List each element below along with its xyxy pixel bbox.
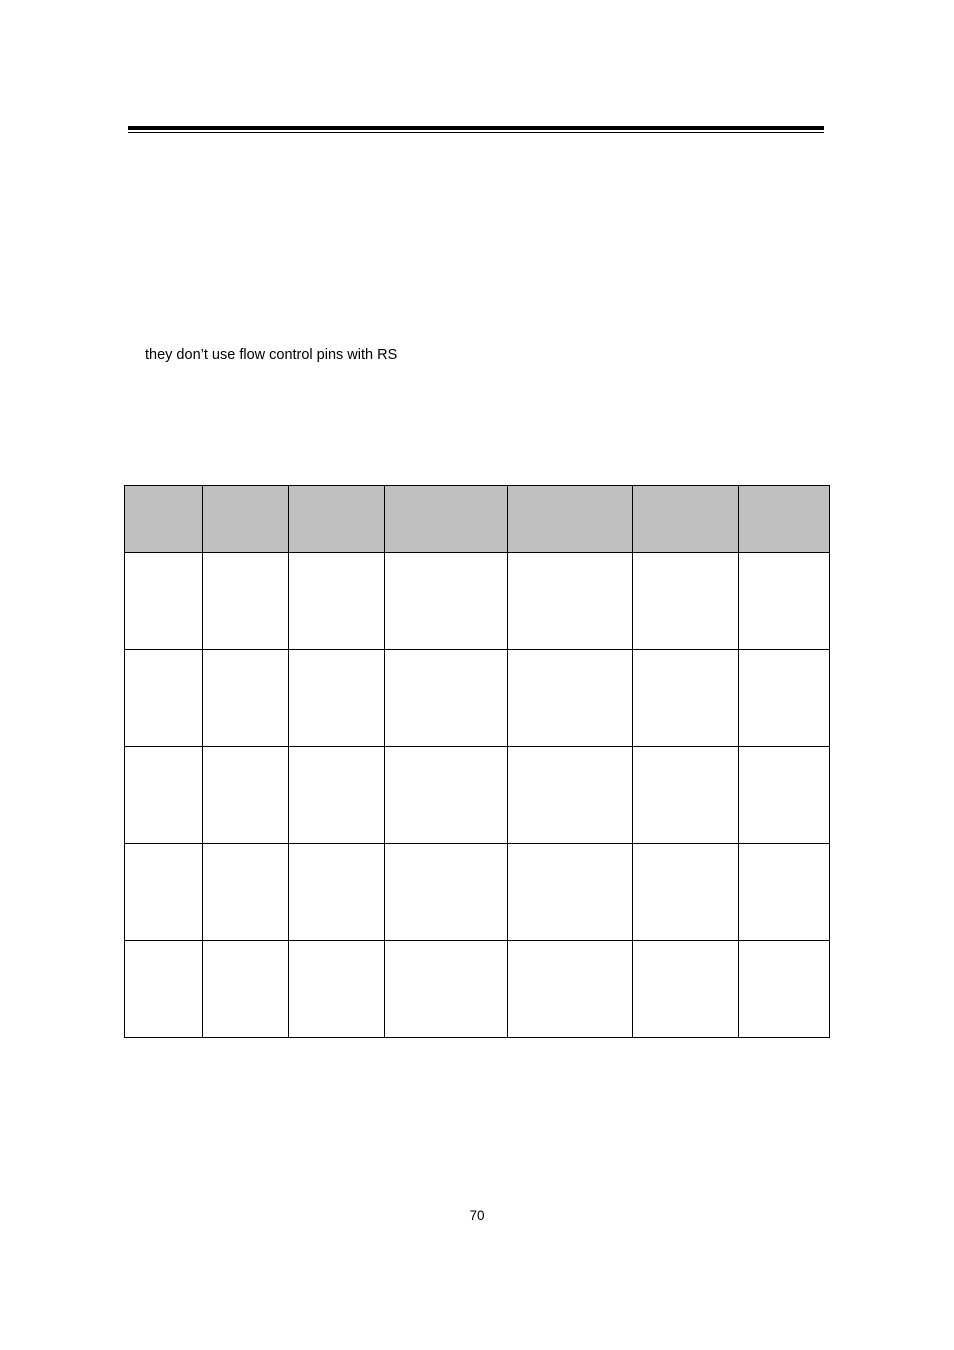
table-cell [508, 747, 633, 844]
table-header-cell [125, 486, 203, 553]
table-cell [289, 553, 385, 650]
table-cell [289, 747, 385, 844]
table-row [125, 941, 830, 1038]
table-cell [203, 650, 289, 747]
table-header-cell [385, 486, 508, 553]
page-number: 70 [469, 1208, 485, 1223]
table-cell [385, 941, 508, 1038]
table-row [125, 553, 830, 650]
table-cell [739, 941, 830, 1038]
table-cell [203, 844, 289, 941]
table-cell [203, 553, 289, 650]
table-cell [125, 650, 203, 747]
table-cell [125, 553, 203, 650]
table-header-cell [508, 486, 633, 553]
table-header-cell [289, 486, 385, 553]
table-cell [203, 941, 289, 1038]
table-cell [508, 650, 633, 747]
table-cell [508, 941, 633, 1038]
table-cell [125, 747, 203, 844]
table-cell [633, 844, 739, 941]
table-cell [125, 941, 203, 1038]
table-cell [633, 747, 739, 844]
table-cell [739, 747, 830, 844]
table-cell [385, 747, 508, 844]
header-rule-thin [128, 132, 824, 133]
table-row [125, 844, 830, 941]
table-header-cell [633, 486, 739, 553]
table-cell [289, 650, 385, 747]
table-cell [289, 941, 385, 1038]
table-cell [203, 747, 289, 844]
table-header-row [125, 486, 830, 553]
table-cell [739, 553, 830, 650]
table-cell [633, 553, 739, 650]
table-row [125, 650, 830, 747]
table-header-cell [739, 486, 830, 553]
table-cell [508, 844, 633, 941]
pin-assignment-table [124, 485, 830, 1038]
table-cell [385, 844, 508, 941]
table-row [125, 747, 830, 844]
table-cell [385, 553, 508, 650]
table-cell [385, 650, 508, 747]
table-cell [289, 844, 385, 941]
table-cell [125, 844, 203, 941]
header-rule [128, 126, 824, 130]
table-cell [633, 941, 739, 1038]
body-paragraph: they don’t use flow control pins with RS [145, 347, 398, 363]
table-cell [508, 553, 633, 650]
table-cell [739, 650, 830, 747]
table-cell [739, 844, 830, 941]
table-header-cell [203, 486, 289, 553]
table-cell [633, 650, 739, 747]
